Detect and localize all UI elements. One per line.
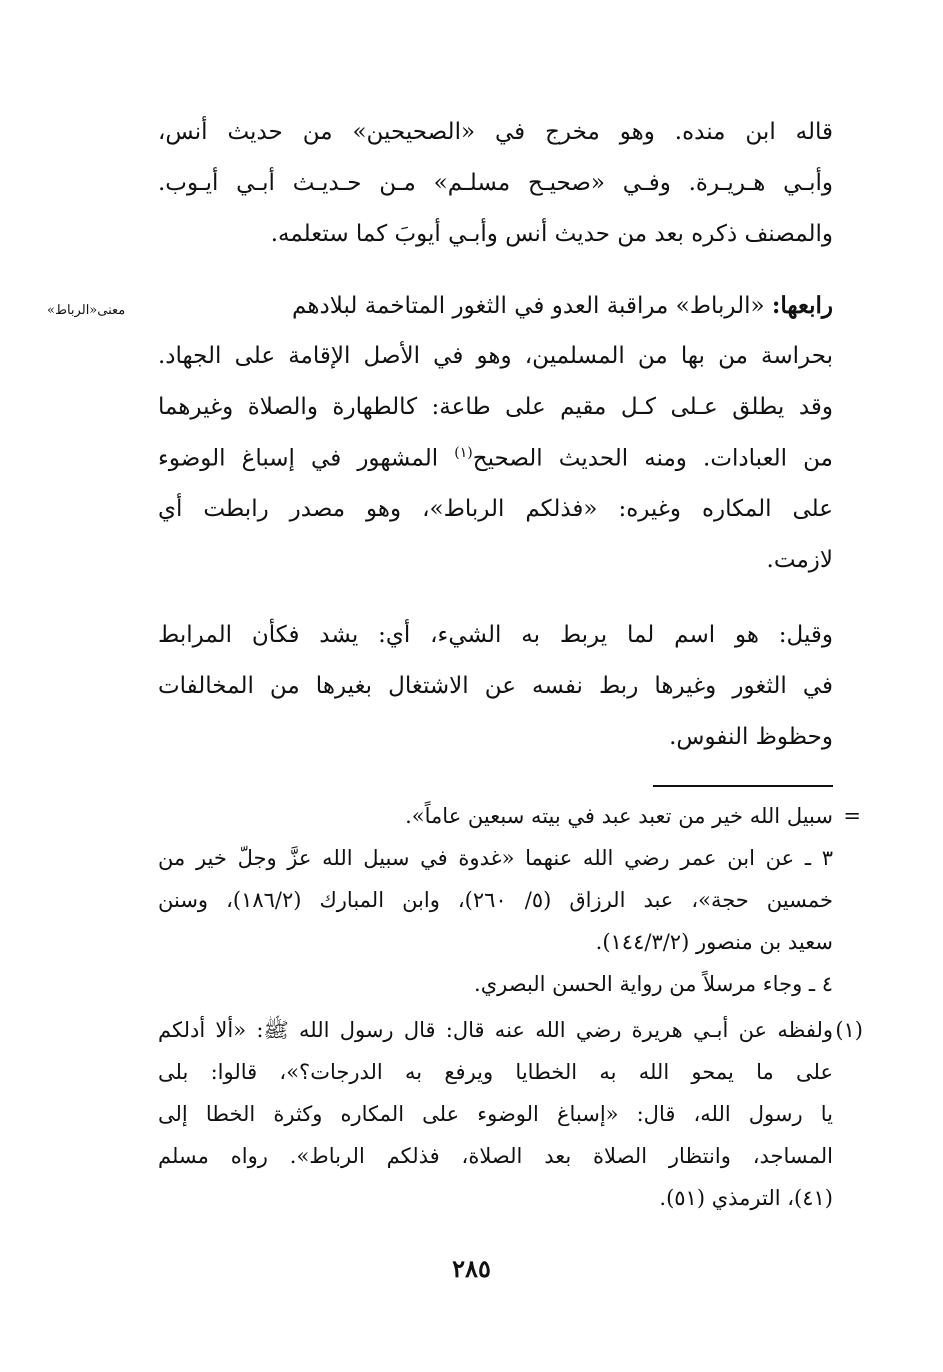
footnote-continuation-marker: = [843, 804, 861, 828]
page-number: ٢٨٥ [452, 1254, 491, 1283]
footnote-line: سبيل الله خير من تعبد عبد في بيته سبعين عاماً». [405, 804, 833, 828]
footnote-separator [653, 785, 833, 787]
footnote-line: خمسين حجة»، عبد الرزاق (٥/ ٢٦٠)، وابن المبارك (١٨٦/٢)، وسنن [158, 888, 833, 912]
body-line: في الثغور وغيرها ربط نفسه عن الاشتغال بغيرها من المخالفات [158, 673, 833, 699]
section-lead-text: «الرباط» مراقبة العدو في الثغور المتاخمة لبلادهم [292, 293, 765, 319]
body-line: وقد يطلق عـلى كـل مقيم على طاعة: كالطهارة والصلاة وغيرهما [158, 394, 833, 420]
body-line: وحظوظ النفوس. [669, 724, 833, 750]
line-text-after-reference: المشهور في إسباغ الوضوء [158, 445, 455, 472]
footnote-line: ولفظه عن أبـي هريرة رضي الله عنه قال: قال رسول الله ﷺ: «ألا أدلكم [158, 1018, 833, 1042]
body-line: وأبـي هـريـرة. وفـي «صحيـح مسلـم» مـن حـديـث أبـي أيـوب. [158, 170, 833, 196]
body-line [158, 445, 833, 473]
body-line: لازمت. [766, 547, 833, 573]
footnote-line: على ما يمحو الله به الخطايا ويرفع به الدرجات؟»، قالوا: بلى [158, 1060, 833, 1084]
footnote-line: ٤ ـ وجاء مرسلاً من رواية الحسن البصري. [474, 972, 833, 996]
body-line: وقيل: هو اسم لما يربط به الشيء، أي: يشد فكأن المرابط [158, 622, 833, 648]
body-line: على المكاره وغيره: «فذلكم الرباط»، وهو مصدر رابطت أي [158, 496, 833, 522]
footnote-line: سعيد بن منصور (١٤٤/٣/٢). [595, 930, 833, 954]
footnote-reference: (١) [454, 445, 473, 461]
body-line [158, 292, 833, 321]
footnote-line: المساجد، وانتظار الصلاة بعد الصلاة، فذلكم الرباط». رواه مسلم [158, 1144, 833, 1168]
footnote-line: يا رسول الله، قال: «إسباغ الوضوء على المكاره وكثرة الخطا إلى [158, 1102, 833, 1126]
footnote-line: (٤١)، الترمذي (٥١). [659, 1186, 833, 1210]
body-line: بحراسة من بها من المسلمين، وهو في الأصل الإقامة على الجهاد. [158, 343, 833, 369]
footnote-number: (١) [835, 1018, 863, 1042]
line-text-before-reference: من العبادات. ومنه الحديث الصحيح [472, 445, 833, 472]
section-lead-word: رابعها: [771, 292, 833, 319]
margin-note: معنى«الرباط» [47, 303, 126, 318]
body-line: قاله ابن منده. وهو مخرج في «الصحيحين» من حديث أنس، [158, 119, 833, 145]
body-line: والمصنف ذكره بعد من حديث أنس وأبـي أيوبَ كما ستعلمه. [270, 221, 833, 247]
footnote-line: ٣ ـ عن ابن عمر رضي الله عنهما «غدوة في سبيل الله عزَّ وجلّ خير من [158, 846, 833, 870]
